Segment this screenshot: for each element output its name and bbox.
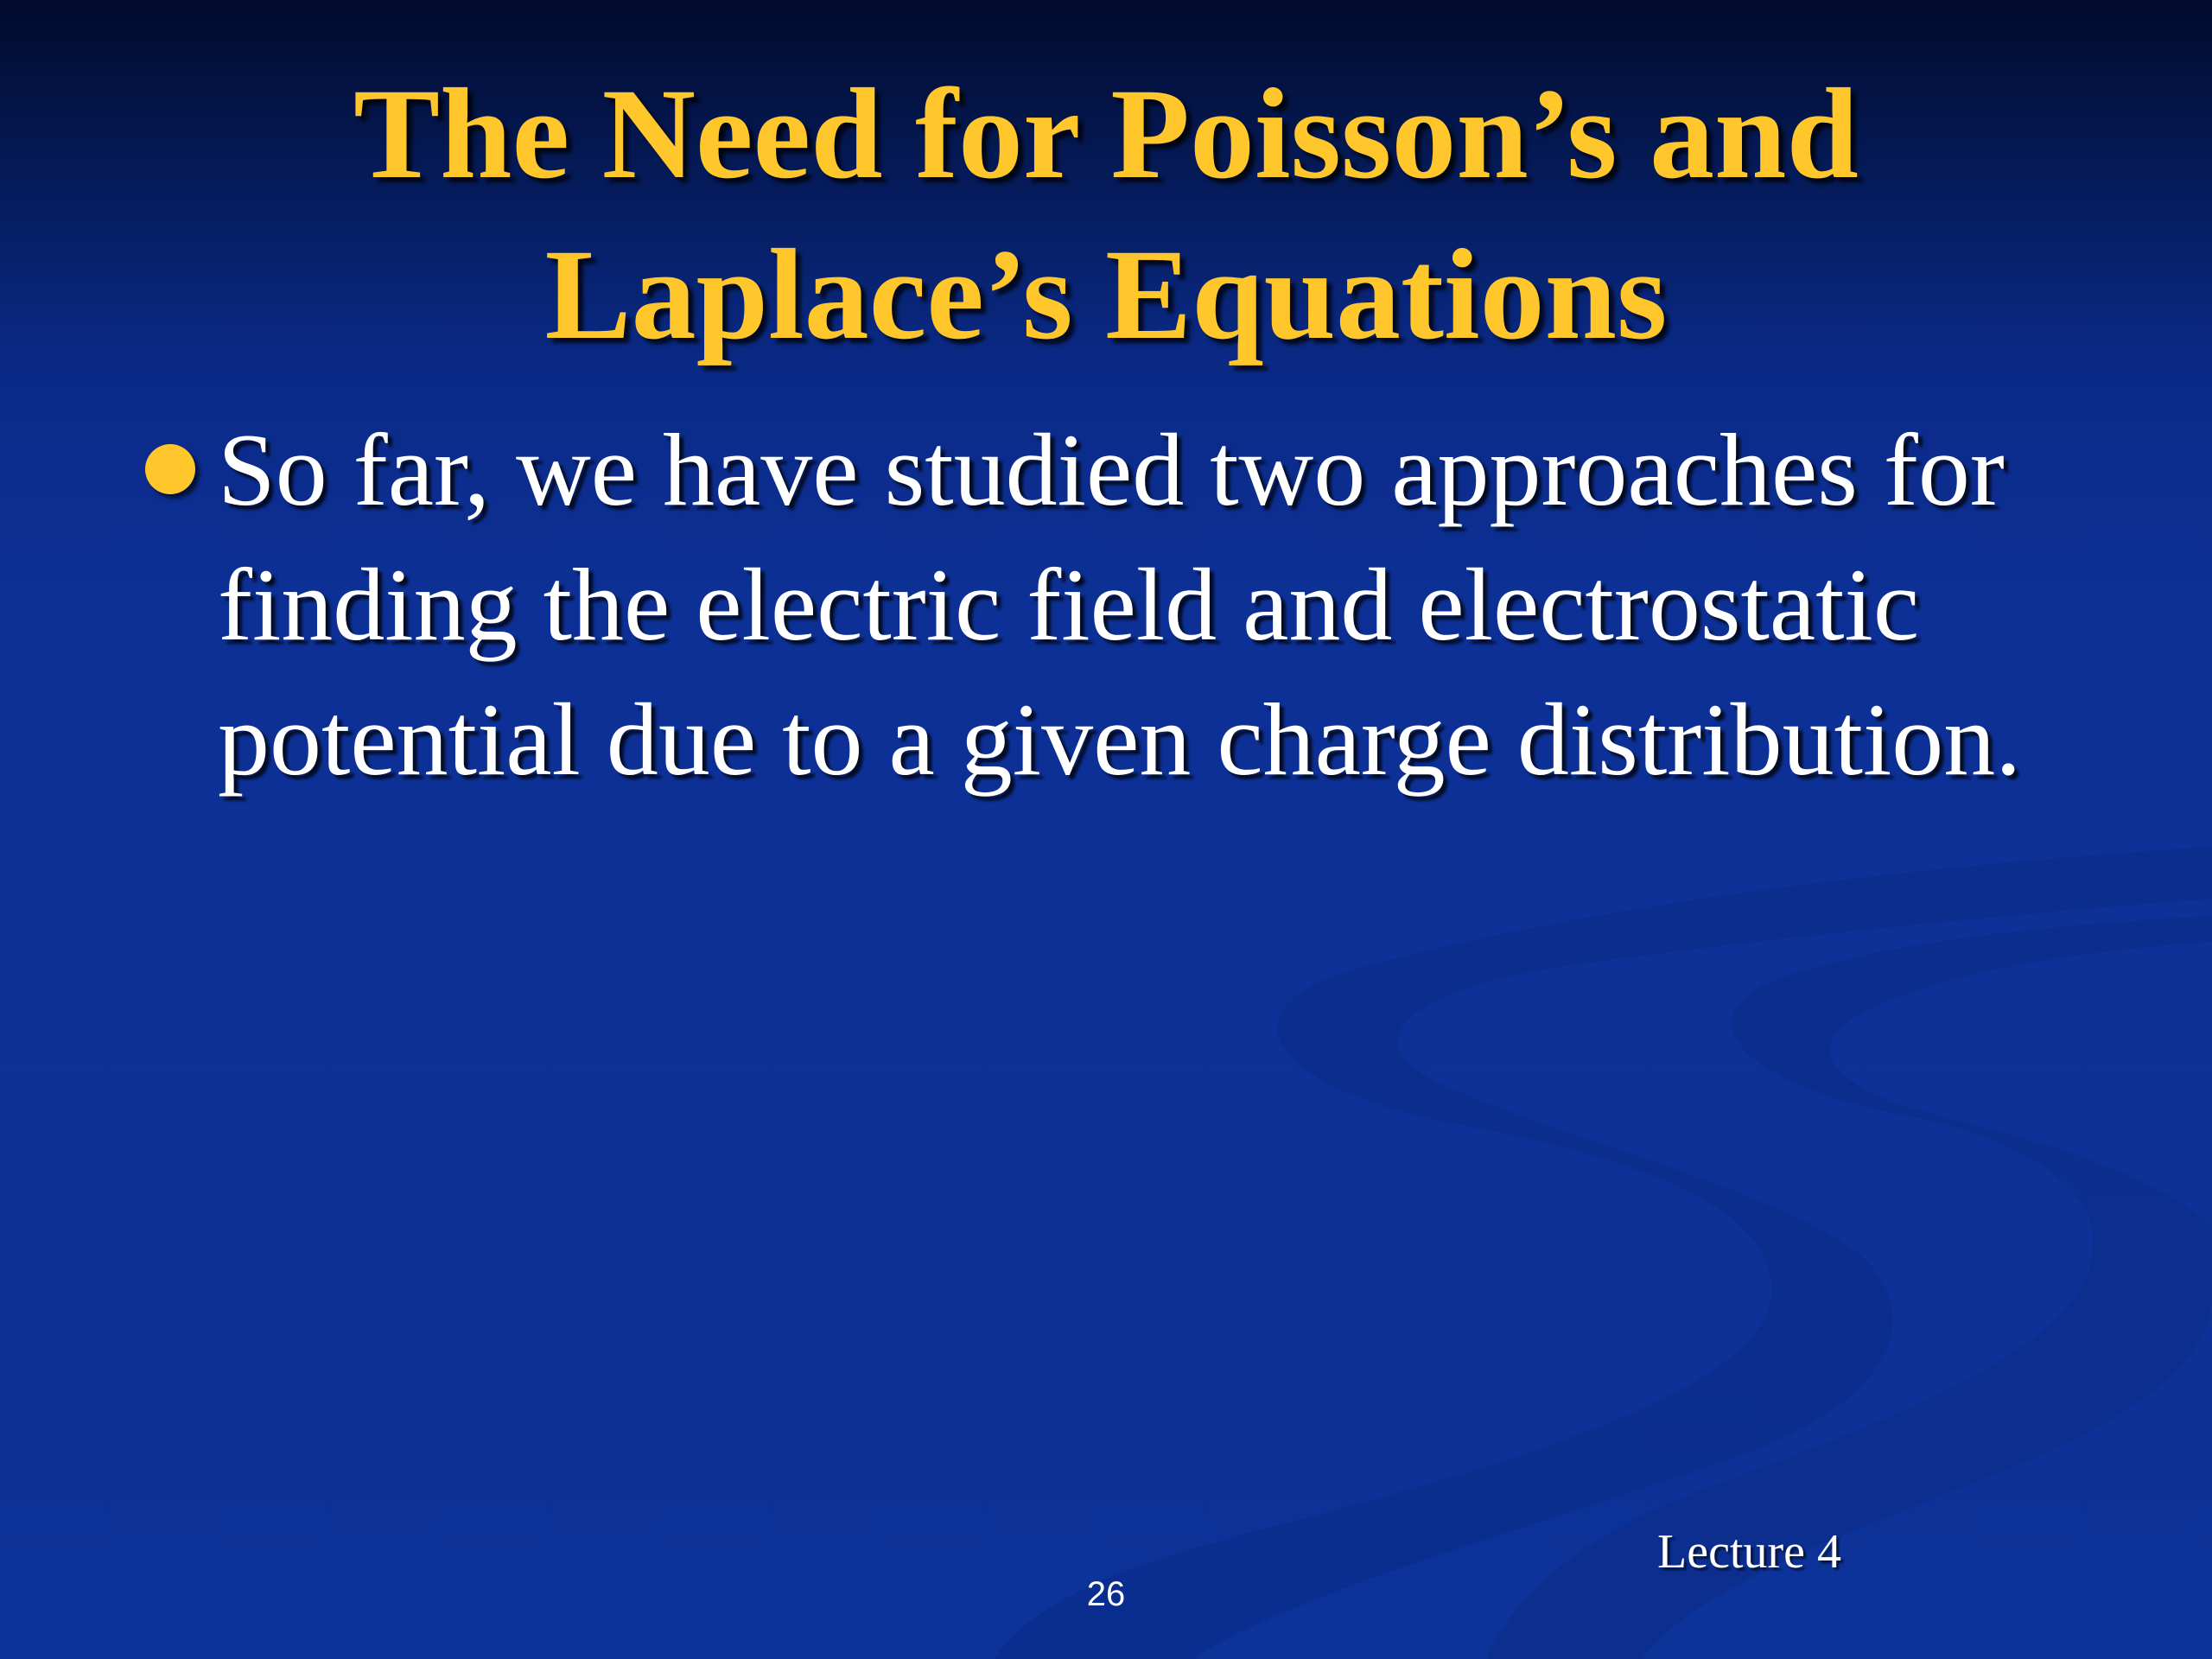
slide-title: [0, 54, 2212, 375]
bullet-text-line-3: potential due to a given charge distribution.: [218, 682, 2022, 797]
page-number: 26: [1086, 1575, 1126, 1613]
bullet-text-line-2: finding the electric field and electrostatic: [218, 547, 1920, 662]
footer-lecture-label: Lecture 4: [1657, 1525, 1841, 1579]
bullet-text: [218, 403, 2021, 807]
bullet-dot-icon: [145, 444, 195, 494]
bullet-text-line-1: So far, we have studied two approaches for: [218, 412, 2005, 527]
slide-title-line-2: Laplace’s Equations: [544, 223, 1668, 366]
slide-title-line-1: The Need for Poisson’s and: [353, 62, 1859, 206]
